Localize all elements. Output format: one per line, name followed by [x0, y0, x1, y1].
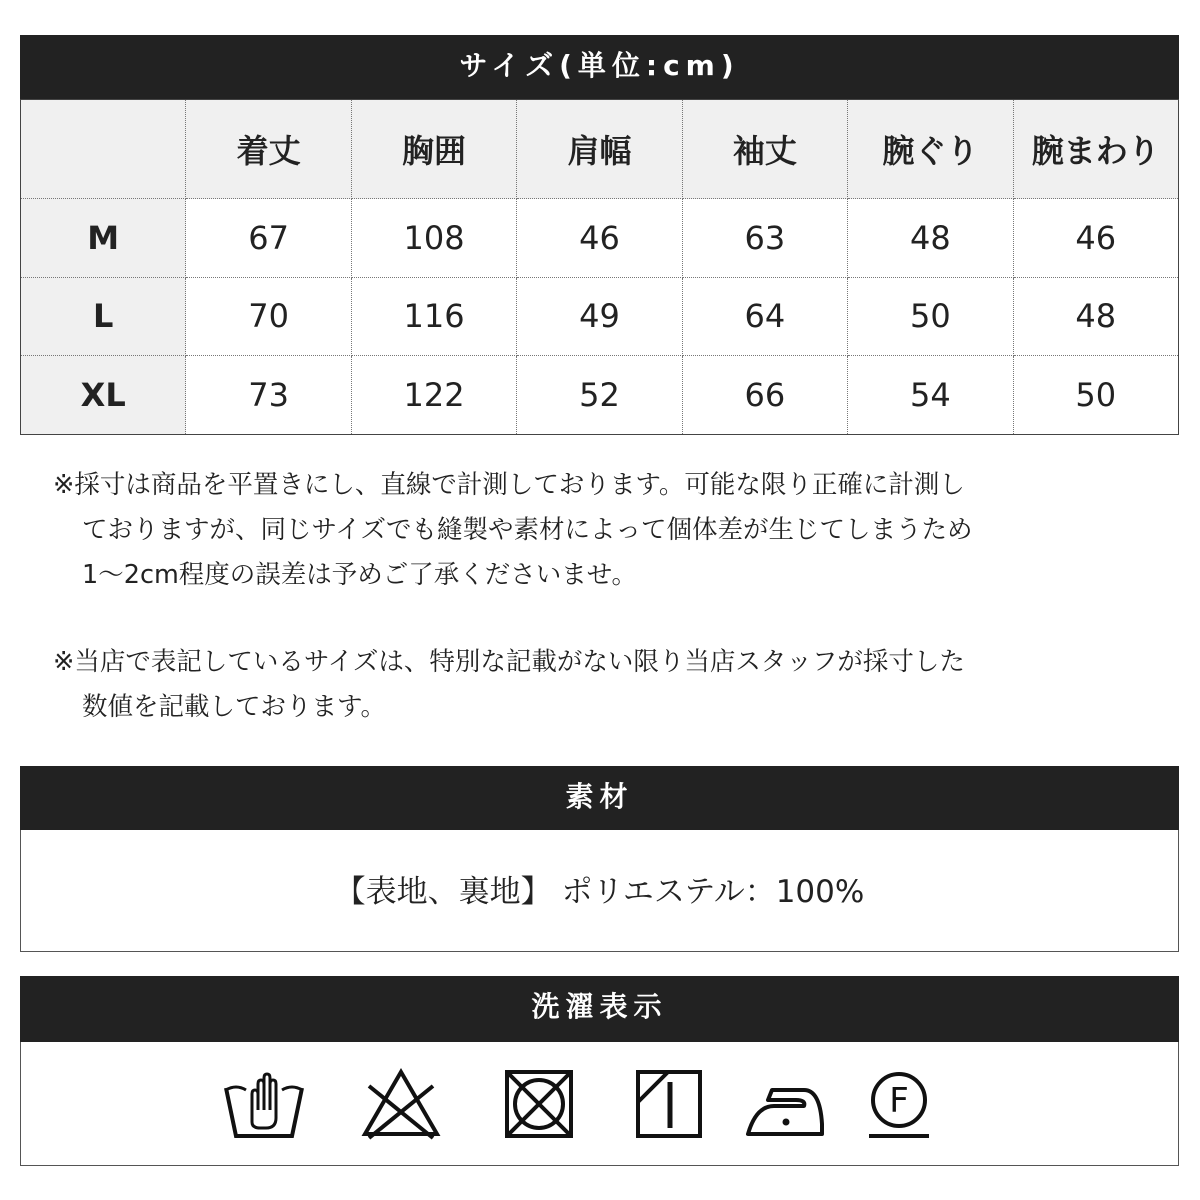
dry-clean-letter: F — [889, 1081, 909, 1121]
table-cell: 52 — [517, 356, 682, 435]
hand-wash-icon — [222, 1066, 306, 1142]
table-cell: 48 — [1013, 277, 1178, 356]
table-cell: 54 — [848, 356, 1013, 435]
column-header-arm-circumference: 腕まわり — [1013, 100, 1178, 199]
row-label-xl: XL — [21, 356, 186, 435]
size-source-note — [53, 640, 1163, 730]
table-row-l — [21, 277, 1179, 356]
line-dry-shade-icon — [628, 1066, 712, 1142]
table-cell: 67 — [186, 199, 351, 278]
column-header-length: 着丈 — [186, 100, 351, 199]
note-line: 1～2cm程度の誤差は予めご了承くださいませ。 — [82, 560, 638, 590]
column-header-chest: 胸囲 — [351, 100, 516, 199]
table-cell: 108 — [351, 199, 516, 278]
table-cell: 64 — [682, 277, 847, 356]
size-section-title: サイズ(単位:cm) — [20, 35, 1179, 99]
material-panel — [20, 830, 1179, 952]
material-text: 【表地、裏地】 ポリエステル：100% — [334, 874, 865, 910]
note-line: 数値を記載しております。 — [82, 692, 386, 722]
note-line: ※採寸は商品を平置きにし、直線で計測しております。可能な限り正確に計測し — [53, 470, 965, 500]
wash-section-title: 洗濯表示 — [20, 976, 1179, 1042]
no-bleach-icon — [359, 1066, 443, 1142]
table-cell: 50 — [1013, 356, 1178, 435]
table-row-m — [21, 199, 1179, 278]
note-line: ※当店で表記しているサイズは、特別な記載がない限り当店スタッフが採寸した — [53, 647, 965, 677]
table-cell: 66 — [682, 356, 847, 435]
column-header-shoulder: 肩幅 — [517, 100, 682, 199]
table-cell: 122 — [351, 356, 516, 435]
table-cell: 70 — [186, 277, 351, 356]
iron-low-icon — [744, 1066, 828, 1142]
table-cell: 50 — [848, 277, 1013, 356]
no-tumble-dry-icon — [497, 1066, 581, 1142]
table-cell: 63 — [682, 199, 847, 278]
measurement-note — [53, 463, 1163, 598]
table-row-xl — [21, 356, 1179, 435]
table-cell: 116 — [351, 277, 516, 356]
material-section-title: 素材 — [20, 766, 1179, 830]
column-header-sleeve: 袖丈 — [682, 100, 847, 199]
column-header-armhole: 腕ぐり — [848, 100, 1013, 199]
table-cell: 48 — [848, 199, 1013, 278]
size-table — [20, 99, 1179, 435]
row-label-l: L — [21, 277, 186, 356]
row-label-m: M — [21, 199, 186, 278]
table-cell: 73 — [186, 356, 351, 435]
wash-care-panel — [20, 1042, 1179, 1166]
table-corner-cell — [21, 100, 186, 199]
dry-clean-f-icon — [857, 1066, 941, 1142]
table-cell: 46 — [517, 199, 682, 278]
table-cell: 49 — [517, 277, 682, 356]
note-line: ておりますが、同じサイズでも縫製や素材によって個体差が生じてしまうため — [82, 515, 973, 545]
size-table-header-row — [21, 100, 1179, 199]
table-cell: 46 — [1013, 199, 1178, 278]
